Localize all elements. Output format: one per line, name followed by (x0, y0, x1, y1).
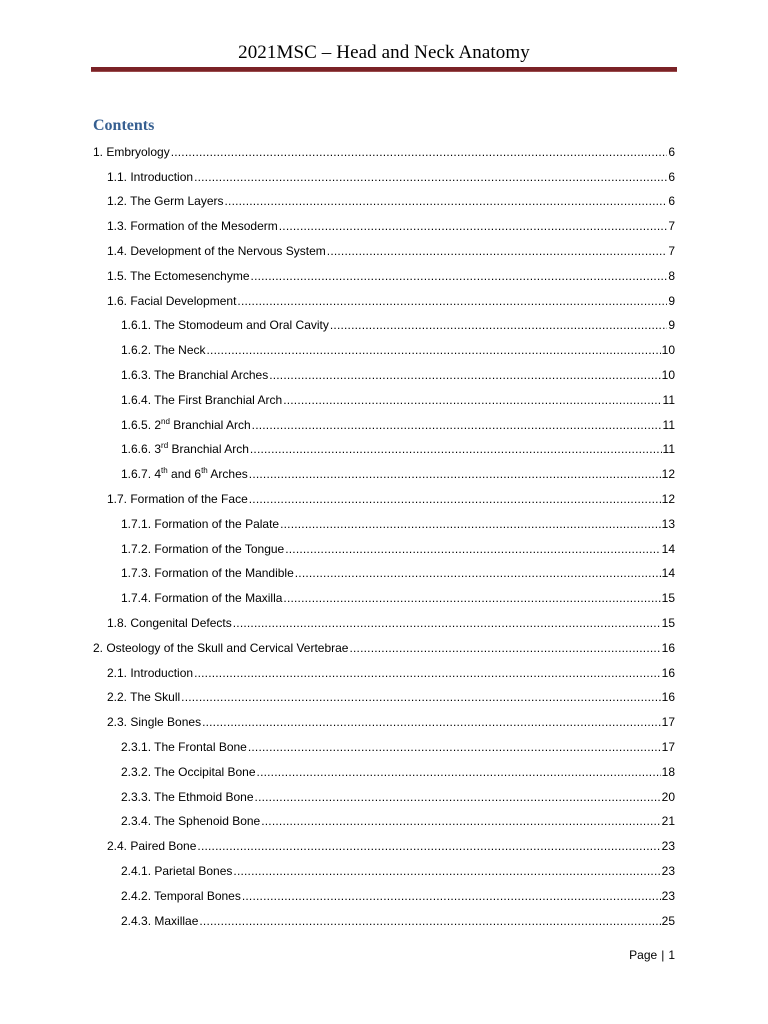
toc-entry-page-number[interactable]: 7 (668, 243, 675, 258)
toc-entry[interactable] (93, 188, 675, 213)
toc-entry-label[interactable]: 1.1. Introduction (107, 169, 194, 184)
toc-entry[interactable] (93, 386, 675, 411)
toc-entry[interactable] (93, 262, 675, 287)
toc-entry-page-number[interactable]: 14 (661, 541, 675, 556)
toc-entry-page-number[interactable]: 9 (668, 293, 675, 308)
toc-entry-label[interactable]: 1.6.1. The Stomodeum and Oral Cavity (121, 318, 329, 333)
toc-entry-page-number[interactable]: 7 (668, 219, 675, 234)
toc-entry[interactable] (93, 832, 675, 857)
toc-entry-label[interactable]: 2.4.3. Maxillae (121, 913, 199, 928)
toc-entry-label[interactable]: 2.4. Paired Bone (107, 839, 197, 854)
toc-leader-dots (349, 641, 660, 659)
toc-leader-dots (283, 393, 661, 411)
toc-entry-label[interactable]: 1.6.7. 4th and 6th Arches (121, 466, 248, 482)
toc-leader-dots (283, 591, 660, 609)
toc-entry-label[interactable]: 1.7. Formation of the Face (107, 491, 248, 506)
toc-entry[interactable] (93, 659, 675, 684)
toc-entry-label[interactable]: 2.3.3. The Ethmoid Bone (121, 789, 254, 804)
toc-entry-page-number[interactable]: 9 (668, 318, 675, 333)
toc-entry-label[interactable]: 1.8. Congenital Defects (107, 615, 232, 630)
toc-entry[interactable] (93, 510, 675, 535)
toc-entry-page-number[interactable]: 16 (661, 665, 675, 680)
toc-entry-page-number[interactable]: 23 (661, 839, 675, 854)
toc-entry-label[interactable]: 1.7.2. Formation of the Tongue (121, 541, 285, 556)
toc-entry-page-number[interactable]: 20 (661, 789, 675, 804)
toc-entry[interactable] (93, 138, 675, 163)
toc-leader-dots (251, 269, 668, 287)
toc-entry-label[interactable]: 1.6. Facial Development (107, 293, 237, 308)
toc-entry[interactable] (93, 882, 675, 907)
toc-entry-page-number[interactable]: 16 (661, 690, 675, 705)
toc-entry[interactable] (93, 758, 675, 783)
toc-entry[interactable] (93, 411, 675, 436)
toc-leader-dots (199, 914, 660, 932)
footer-page-label: Page (629, 948, 658, 962)
toc-leader-dots (249, 467, 661, 485)
toc-entry-page-number[interactable]: 15 (661, 591, 675, 606)
toc-entry-page-number[interactable]: 25 (661, 913, 675, 928)
toc-leader-dots (295, 566, 661, 584)
toc-entry[interactable] (93, 708, 675, 733)
toc-leader-dots (233, 864, 660, 882)
toc-entry-page-number[interactable]: 23 (661, 863, 675, 878)
toc-entry-label[interactable]: 1.6.2. The Neck (121, 343, 206, 358)
toc-leader-dots (261, 814, 660, 832)
toc-entry-label[interactable]: 1.6.5. 2nd Branchial Arch (121, 416, 251, 432)
toc-entry[interactable] (93, 634, 675, 659)
table-of-contents (93, 138, 675, 932)
toc-entry-page-number[interactable]: 13 (661, 516, 675, 531)
toc-leader-dots (181, 690, 660, 708)
toc-entry[interactable] (93, 609, 675, 634)
toc-leader-dots (197, 839, 660, 857)
toc-entry-page-number[interactable]: 6 (668, 169, 675, 184)
toc-leader-dots (279, 219, 668, 237)
toc-entry-page-number[interactable]: 17 (661, 715, 675, 730)
toc-leader-dots (237, 294, 667, 312)
toc-entry-label[interactable]: 2.2. The Skull (107, 690, 181, 705)
toc-leader-dots (233, 616, 661, 634)
toc-entry-page-number[interactable]: 11 (662, 417, 675, 432)
toc-entry-label[interactable]: 2.4.1. Parietal Bones (121, 863, 233, 878)
toc-entry-label[interactable]: 1.4. Development of the Nervous System (107, 243, 326, 258)
toc-leader-dots (285, 542, 660, 560)
toc-entry[interactable] (93, 684, 675, 709)
toc-entry-label[interactable]: 1.3. Formation of the Mesoderm (107, 219, 278, 234)
toc-entry-label[interactable]: 2. Osteology of the Skull and Cervical Vertebrae (93, 640, 349, 655)
toc-entry[interactable] (93, 436, 675, 461)
toc-entry[interactable] (93, 237, 675, 262)
toc-entry-page-number[interactable]: 21 (661, 814, 675, 829)
toc-entry-page-number[interactable]: 15 (661, 615, 675, 630)
toc-entry-page-number[interactable]: 6 (668, 144, 675, 159)
toc-entry[interactable] (93, 212, 675, 237)
toc-entry-page-number[interactable]: 16 (661, 640, 675, 655)
toc-entry-page-number[interactable]: 10 (661, 343, 675, 358)
toc-leader-dots (327, 244, 668, 262)
toc-entry[interactable] (93, 560, 675, 585)
toc-entry-page-number[interactable]: 12 (661, 467, 675, 482)
toc-entry-label[interactable]: 1. Embryology (93, 144, 170, 159)
toc-heading: Contents (93, 117, 155, 134)
toc-leader-dots (171, 145, 668, 163)
toc-entry-label[interactable]: 1.5. The Ectomesenchyme (107, 268, 250, 283)
toc-leader-dots (207, 343, 661, 361)
toc-entry-label[interactable]: 1.7.3. Formation of the Mandible (121, 566, 294, 581)
toc-entry-label[interactable]: 2.3. Single Bones (107, 715, 202, 730)
toc-leader-dots (250, 442, 662, 460)
footer-separator: | (661, 948, 665, 962)
toc-entry-page-number[interactable]: 23 (661, 888, 675, 903)
toc-leader-dots (225, 194, 668, 212)
toc-entry[interactable] (93, 584, 675, 609)
toc-entry[interactable] (93, 733, 675, 758)
toc-leader-dots (330, 318, 667, 336)
toc-leader-dots (242, 889, 661, 907)
toc-entry-label[interactable]: 1.6.4. The First Branchial Arch (121, 392, 283, 407)
toc-entry[interactable] (93, 808, 675, 833)
toc-leader-dots (194, 666, 661, 684)
document-title: 2021MSC – Head and Neck Anatomy (238, 42, 530, 63)
toc-entry-label[interactable]: 2.3.4. The Sphenoid Bone (121, 814, 261, 829)
page-footer (629, 948, 675, 962)
toc-entry-page-number[interactable]: 17 (661, 739, 675, 754)
header-rule (91, 67, 677, 71)
toc-entry-label[interactable]: 1.7.4. Formation of the Maxilla (121, 591, 283, 606)
toc-entry[interactable] (93, 312, 675, 337)
toc-entry-label[interactable]: 1.2. The Germ Layers (107, 194, 224, 209)
toc-entry-page-number[interactable]: 8 (668, 268, 675, 283)
toc-entry[interactable] (93, 857, 675, 882)
toc-entry[interactable] (93, 460, 675, 485)
toc-entry-page-number[interactable]: 11 (662, 442, 675, 457)
toc-entry[interactable] (93, 907, 675, 932)
toc-entry[interactable] (93, 485, 675, 510)
toc-entry[interactable] (93, 535, 675, 560)
toc-entry-page-number[interactable]: 18 (661, 764, 675, 779)
toc-entry-page-number[interactable]: 10 (661, 367, 675, 382)
toc-entry[interactable] (93, 361, 675, 386)
toc-leader-dots (249, 492, 661, 510)
toc-leader-dots (280, 517, 661, 535)
footer-page-number: 1 (668, 948, 675, 962)
toc-entry-label[interactable]: 2.3.1. The Frontal Bone (121, 739, 247, 754)
toc-leader-dots (255, 790, 661, 808)
toc-leader-dots (269, 368, 660, 386)
toc-leader-dots (194, 170, 667, 188)
toc-entry[interactable] (93, 287, 675, 312)
toc-entry-label[interactable]: 1.6.3. The Branchial Arches (121, 367, 269, 382)
toc-entry-page-number[interactable]: 11 (662, 392, 675, 407)
toc-entry-page-number[interactable]: 6 (668, 194, 675, 209)
toc-entry[interactable] (93, 783, 675, 808)
toc-entry[interactable] (93, 163, 675, 188)
toc-entry-label[interactable]: 1.6.6. 3rd Branchial Arch (121, 441, 249, 457)
toc-leader-dots (257, 765, 661, 783)
toc-entry[interactable] (93, 336, 675, 361)
toc-leader-dots (202, 715, 661, 733)
toc-entry-label[interactable]: 1.7.1. Formation of the Palate (121, 516, 280, 531)
toc-entry-label[interactable]: 2.4.2. Temporal Bones (121, 888, 241, 903)
toc-leader-dots (248, 740, 661, 758)
toc-entry-page-number[interactable]: 14 (661, 566, 675, 581)
toc-entry-label[interactable]: 2.3.2. The Occipital Bone (121, 764, 256, 779)
toc-leader-dots (252, 418, 662, 436)
toc-entry-label[interactable]: 2.1. Introduction (107, 665, 194, 680)
toc-entry-page-number[interactable]: 12 (661, 491, 675, 506)
